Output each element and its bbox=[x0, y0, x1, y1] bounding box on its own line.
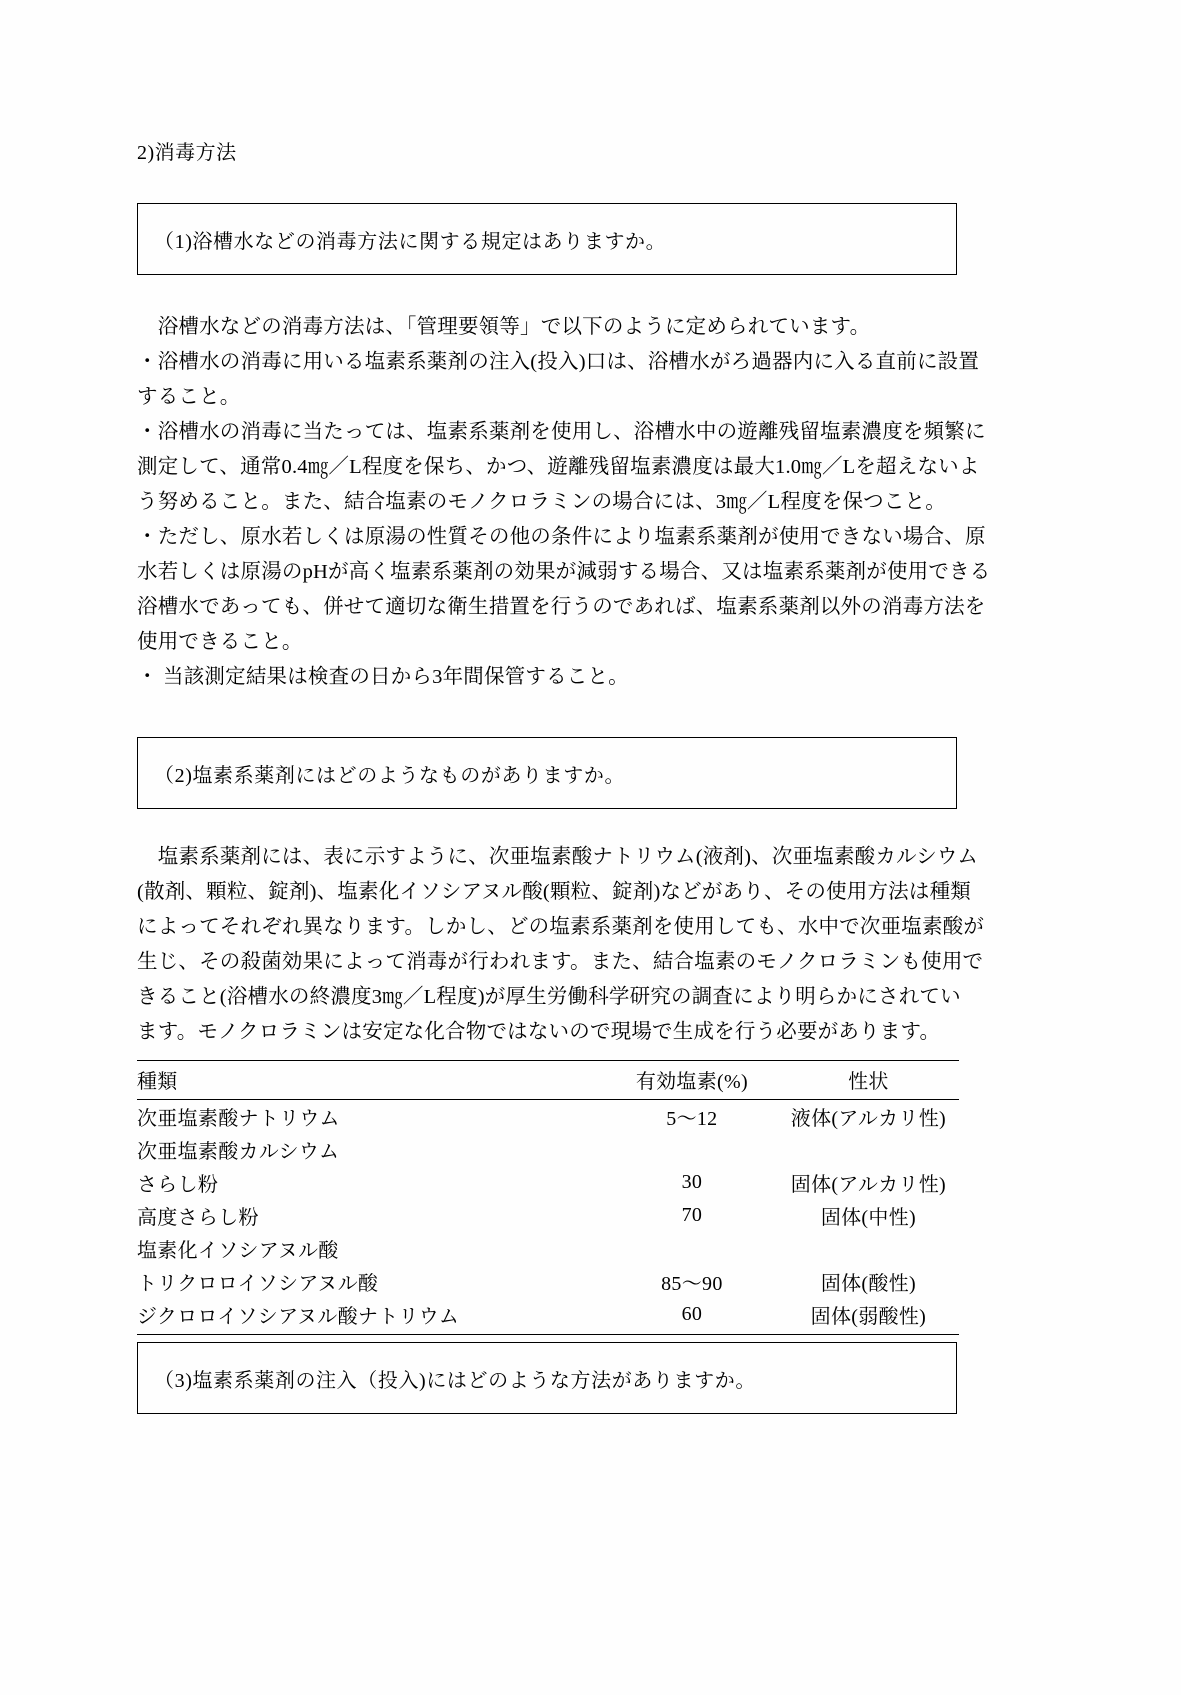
cell-property: 固体(酸性) bbox=[820, 1273, 916, 1295]
cell-kind: 高度さらし粉 bbox=[137, 1207, 259, 1229]
cell-chlorine: 70 bbox=[681, 1204, 703, 1226]
answer-1-line: ・ 当該測定結果は検査の日から3年間保管すること。 bbox=[137, 666, 629, 688]
cell-kind: 次亜塩素酸カルシウム bbox=[137, 1141, 340, 1163]
header-property: 性状 bbox=[778, 1061, 959, 1100]
cell-chlorine bbox=[606, 1232, 778, 1265]
answer-1-line: ・ただし、原水若しくは原湯の性質その他の条件により塩素系薬剤が使用できない場合、原 bbox=[137, 526, 986, 548]
answer-2-line: 生じ、その殺菌効果によって消毒が行われます。また、結合塩素のモノクロラミンも使用で bbox=[137, 951, 984, 973]
answer-1-line: 水若しくは原湯のpHが高く塩素系薬剤の効果が減弱する場合、又は塩素系薬剤が使用できる bbox=[137, 561, 991, 583]
table-row bbox=[137, 1100, 959, 1134]
answer-2-line: (散剤、顆粒、錠剤)、塩素化イソシアヌル酸(顆粒、錠剤)などがあり、その使用方法は種類 bbox=[137, 881, 971, 903]
answer-1-body bbox=[137, 310, 991, 695]
cell-property bbox=[778, 1232, 959, 1265]
cell-property: 固体(アルカリ性) bbox=[790, 1174, 946, 1196]
answer-2-line: によってそれぞれ異なります。しかし、どの塩素系薬剤を使用しても、水中で次亜塩素酸が bbox=[137, 916, 985, 938]
section-title: 2)消毒方法 bbox=[137, 142, 237, 164]
answer-2-line: ます。モノクロラミンは安定な化合物ではないので現場で生成を行う必要があります。 bbox=[137, 1021, 941, 1043]
answer-1-line: 浴槽水などの消毒方法は、「管理要領等」で以下のように定められています。 bbox=[137, 316, 871, 338]
answer-2-body bbox=[137, 840, 985, 1050]
cell-property: 液体(アルカリ性) bbox=[790, 1108, 946, 1130]
question-box-2 bbox=[137, 737, 957, 809]
chlorine-agents-table bbox=[137, 1060, 959, 1335]
table-row bbox=[137, 1166, 959, 1199]
question-box-1 bbox=[137, 203, 957, 275]
answer-1-line: すること。 bbox=[137, 386, 241, 408]
answer-1-line: 使用できること。 bbox=[137, 631, 303, 653]
answer-1-line: 測定して、通常0.4㎎／L程度を保ち、かつ、遊離残留塩素濃度は最大1.0㎎／Lを超えないよ bbox=[137, 456, 980, 478]
cell-chlorine: 85〜90 bbox=[661, 1273, 723, 1295]
cell-kind: ジクロロイソシアヌル酸ナトリウム bbox=[137, 1298, 606, 1335]
answer-1-line: ・浴槽水の消毒に当たっては、塩素系薬剤を使用し、浴槽水中の遊離残留塩素濃度を頻繁に bbox=[137, 421, 986, 443]
cell-kind: 次亜塩素酸ナトリウム bbox=[137, 1108, 340, 1130]
answer-1-line: ・浴槽水の消毒に用いる塩素系薬剤の注入(投入)口は、浴槽水がろ過器内に入る直前に設置 bbox=[137, 351, 980, 373]
table-row bbox=[137, 1133, 959, 1166]
answer-1-line: 浴槽水であっても、併せて適切な衛生措置を行うのであれば、塩素系薬剤以外の消毒方法を bbox=[137, 596, 986, 618]
cell-kind: 塩素化イソシアヌル酸 bbox=[137, 1240, 339, 1262]
table-row bbox=[137, 1298, 959, 1335]
cell-chlorine: 30 bbox=[681, 1171, 703, 1193]
cell-chlorine: 5〜12 bbox=[666, 1108, 718, 1130]
table-row bbox=[137, 1232, 959, 1265]
question-box-3 bbox=[137, 1342, 957, 1414]
table-row bbox=[137, 1265, 959, 1298]
cell-property: 固体(中性) bbox=[820, 1207, 916, 1229]
cell-kind: トリクロロイソシアヌル酸 bbox=[137, 1273, 379, 1295]
cell-chlorine: 60 bbox=[606, 1298, 778, 1335]
header-chlorine: 有効塩素(%) bbox=[606, 1061, 778, 1100]
question-1-text: （1)浴槽水などの消毒方法に関する規定はありますか。 bbox=[154, 230, 667, 253]
answer-2-line: 塩素系薬剤には、表に示すように、次亜塩素酸ナトリウム(液剤)、次亜塩素酸カルシウム bbox=[137, 846, 979, 868]
question-2-text: （2)塩素系薬剤にはどのようなものがありますか。 bbox=[154, 764, 626, 787]
cell-property bbox=[778, 1133, 959, 1166]
cell-kind: さらし粉 bbox=[137, 1174, 219, 1196]
question-3-text: （3)塩素系薬剤の注入（投入)にはどのような方法がありますか。 bbox=[154, 1369, 756, 1392]
cell-chlorine bbox=[606, 1133, 778, 1166]
answer-1-line: う努めること。また、結合塩素のモノクロラミンの場合には、3㎎／L程度を保つこと。 bbox=[137, 491, 946, 513]
table-header-row bbox=[137, 1061, 959, 1100]
table-row bbox=[137, 1199, 959, 1232]
cell-property: 固体(弱酸性) bbox=[778, 1298, 959, 1335]
answer-2-line: きること(浴槽水の終濃度3㎎／L程度)が厚生労働科学研究の調査により明らかにされてい bbox=[137, 986, 961, 1008]
header-kind: 種類 bbox=[137, 1061, 606, 1100]
